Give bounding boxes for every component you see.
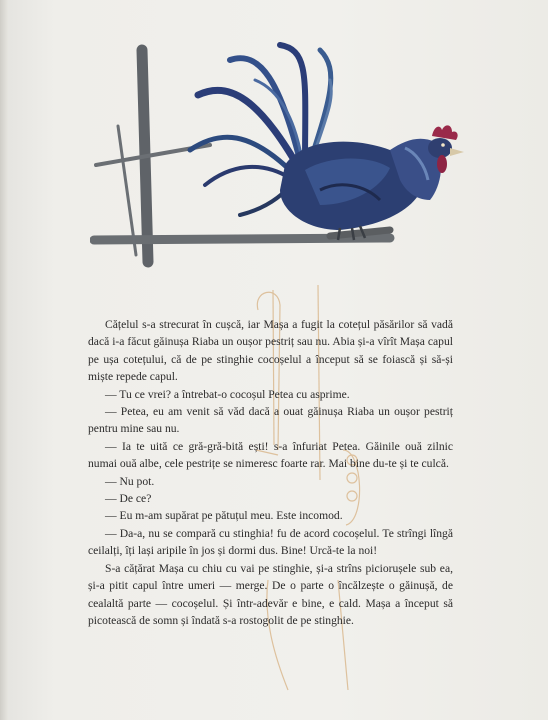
paragraph: — Eu m-am supărat pe pătuțul meu. Este incomod. [105, 509, 343, 523]
paragraph: — Da-a, nu se compară cu stinghia! fu de acord cocoșelul. Te strîngi lîngă ceilalți, îți lași aripile în jos și dormi dus. Bine! Urcă-te la noi! [88, 526, 453, 558]
paragraph: — Petea, eu am venit să văd dacă a ouat găinușa Riaba un oușor pestriț pentru mine sau nu. [88, 405, 453, 436]
paragraph: Cățelul s-a strecurat în cușcă, iar Mașa a fugit la cotețul păsărilor să vadă dacă i-a făcut găinușa Riaba un oușor pestriț sau nu. Abia și-a vîrît Mașa capul pe ușa cotețului, că de pe stinghie cocoșelul a început să se foiască și să-și miște repede capul. [88, 318, 453, 384]
rooster-illustration [90, 40, 490, 270]
story-text [88, 316, 453, 629]
paragraph: — Tu ce vrei? a întrebat-o cocoșul Petea cu asprime. [105, 387, 350, 401]
comb [432, 125, 458, 140]
beak [450, 148, 464, 156]
paragraph: S-a cățărat Mașa cu chiu cu vai pe stinghie, și-a strîns piciorușele sub ea, și-a pitit capul între umeri — merge. De o parte o încălzește o găinușă, de cealaltă parte — cocoșelul. Și într-adevăr e bine, e cald. Mașa a început să picotească de somn și îndată s-a rostogolit de pe stinghie. [88, 561, 453, 627]
wattle [437, 155, 447, 173]
page-edge [0, 0, 8, 720]
paragraph: — Nu pot. [105, 474, 155, 488]
paragraph: — Ia te uită ce gră-gră-bită ești! s-a înfuriat Petea. Găinile ouă zilnic numai ouă albe, cele pestrițe se nimeresc foarte rar. Mai bine du-te și te culcă. [88, 439, 453, 471]
paragraph: — De ce? [105, 492, 152, 506]
